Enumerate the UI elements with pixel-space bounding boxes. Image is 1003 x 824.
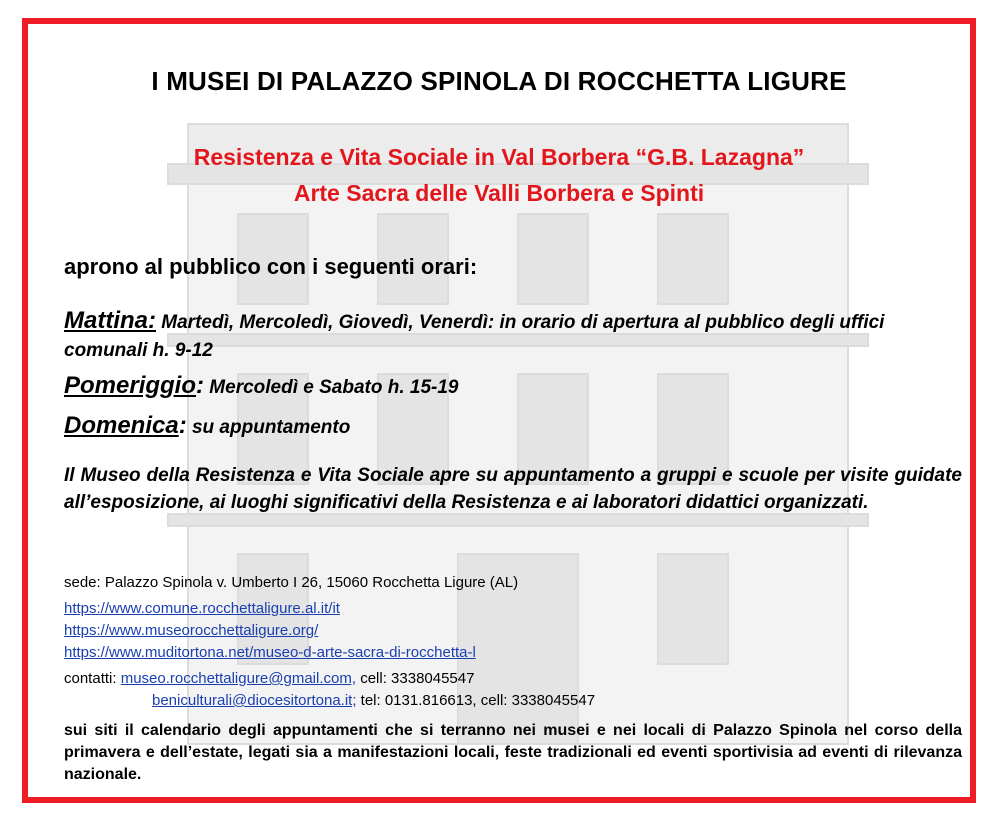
schedule-afternoon bbox=[64, 372, 944, 402]
email-diocesi[interactable]: beniculturali@diocesitortona.it; bbox=[152, 692, 357, 709]
link-museo[interactable]: https://www.museorocchettaligure.org/ bbox=[64, 622, 319, 639]
afternoon-colon: : bbox=[196, 372, 205, 399]
morning-label: Mattina: bbox=[64, 307, 156, 334]
contacts-row-1 bbox=[64, 668, 474, 690]
link-muditortona[interactable]: https://www.muditortona.net/museo-d-arte-sacra-di-rocchetta-l bbox=[64, 644, 476, 661]
museum-description: Il Museo della Resistenza e Vita Sociale apre su appuntamento a gruppi e scuole per visite guidate all’esposizione, ai luoghi significativi della Resistenza e ai laboratori didattici organizzati. bbox=[64, 465, 962, 513]
phone-museo: cell: 3338045547 bbox=[356, 670, 475, 687]
link-row-comune bbox=[64, 598, 340, 620]
contacts-row-2 bbox=[152, 690, 595, 712]
phone-diocesi: tel: 0131.816613, cell: 3338045547 bbox=[356, 692, 596, 709]
opening-hours-lead: aprono al pubblico con i seguenti orari: bbox=[64, 254, 478, 279]
museum-name-arte-sacra: Arte Sacra delle Valli Borbera e Spinti bbox=[293, 180, 705, 206]
afternoon-text: Mercoledì e Sabato h. 15-19 bbox=[204, 377, 459, 398]
link-row-museo bbox=[64, 620, 318, 642]
schedule-sunday bbox=[64, 412, 944, 442]
sunday-text: su appuntamento bbox=[186, 417, 351, 438]
sunday-colon: : bbox=[178, 412, 187, 439]
afternoon-label: Pomeriggio bbox=[64, 372, 197, 399]
link-comune[interactable]: https://www.comune.rocchettaligure.al.it/it bbox=[64, 600, 340, 617]
contacts-label: contatti: bbox=[64, 670, 121, 687]
poster-title: I MUSEI DI PALAZZO SPINOLA DI ROCCHETTA LIGURE bbox=[151, 66, 847, 96]
morning-text: Martedì, Mercoledì, Giovedì, Venerdì: in orario di apertura al pubblico degli uffici comunali h. 9-12 bbox=[64, 312, 885, 361]
address: sede: Palazzo Spinola v. Umberto I 26, 15060 Rocchetta Ligure (AL) bbox=[64, 574, 519, 591]
museum-name-resistenza: Resistenza e Vita Sociale in Val Borbera “G.B. Lazagna” bbox=[193, 144, 805, 170]
poster-frame bbox=[22, 18, 976, 803]
email-museo[interactable]: museo.rocchettaligure@gmail.com, bbox=[120, 670, 357, 687]
link-row-mudi bbox=[64, 642, 476, 664]
schedule-morning bbox=[64, 307, 944, 365]
sunday-label: Domenica bbox=[64, 412, 179, 439]
closing-note: sui siti il calendario degli appuntamenti che si terranno nei musei e nei locali di Palazzo Spinola nel corso della primavera e dell’estate, legati sia a manifestazioni locali, feste tradizionali ed eventi sportivisia ad eventi di rilevanza nazionale. bbox=[64, 722, 962, 783]
